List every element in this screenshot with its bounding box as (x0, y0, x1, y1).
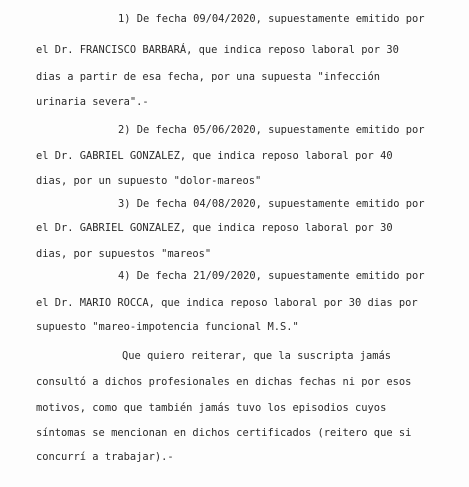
text-line-15: consultó a dichos profesionales en dichas fechas ni por esos (36, 376, 412, 388)
text-line-5: 2) De fecha 05/06/2020, supuestamente emitido por (118, 124, 425, 136)
text-line-16: motivos, como que también jamás tuvo los episodios cuyos (36, 402, 387, 414)
text-line-4: urinaria severa".- (36, 96, 149, 108)
text-line-11: 4) De fecha 21/09/2020, supuestamente emitido por (118, 270, 425, 282)
text-line-14: Que quiero reiterar, que la suscripta jamás (122, 350, 391, 362)
text-line-7: dias, por un supuesto "dolor-mareos" (36, 175, 262, 187)
text-line-12: el Dr. MARIO ROCCA, que indica reposo laboral por 30 dias por (36, 297, 418, 309)
text-line-10: dias, por supuestos "mareos" (36, 248, 212, 260)
text-line-17: síntomas se mencionan en dichos certificados (reitero que si (36, 427, 412, 439)
text-line-8: 3) De fecha 04/08/2020, supuestamente emitido por (118, 198, 425, 210)
text-line-3: dias a partir de esa fecha, por una supuesta "infección (36, 71, 381, 83)
text-line-18: concurrí a trabajar).- (36, 451, 174, 463)
text-line-2: el Dr. FRANCISCO BARBARÁ, que indica reposo laboral por 30 (36, 44, 399, 56)
text-line-13: supuesto "mareo-impotencia funcional M.S." (36, 321, 299, 333)
text-line-1: 1) De fecha 09/04/2020, supuestamente emitido por (118, 13, 425, 25)
text-line-9: el Dr. GABRIEL GONZALEZ, que indica reposo laboral por 30 (36, 222, 393, 234)
text-line-6: el Dr. GABRIEL GONZALEZ, que indica reposo laboral por 40 (36, 150, 393, 162)
